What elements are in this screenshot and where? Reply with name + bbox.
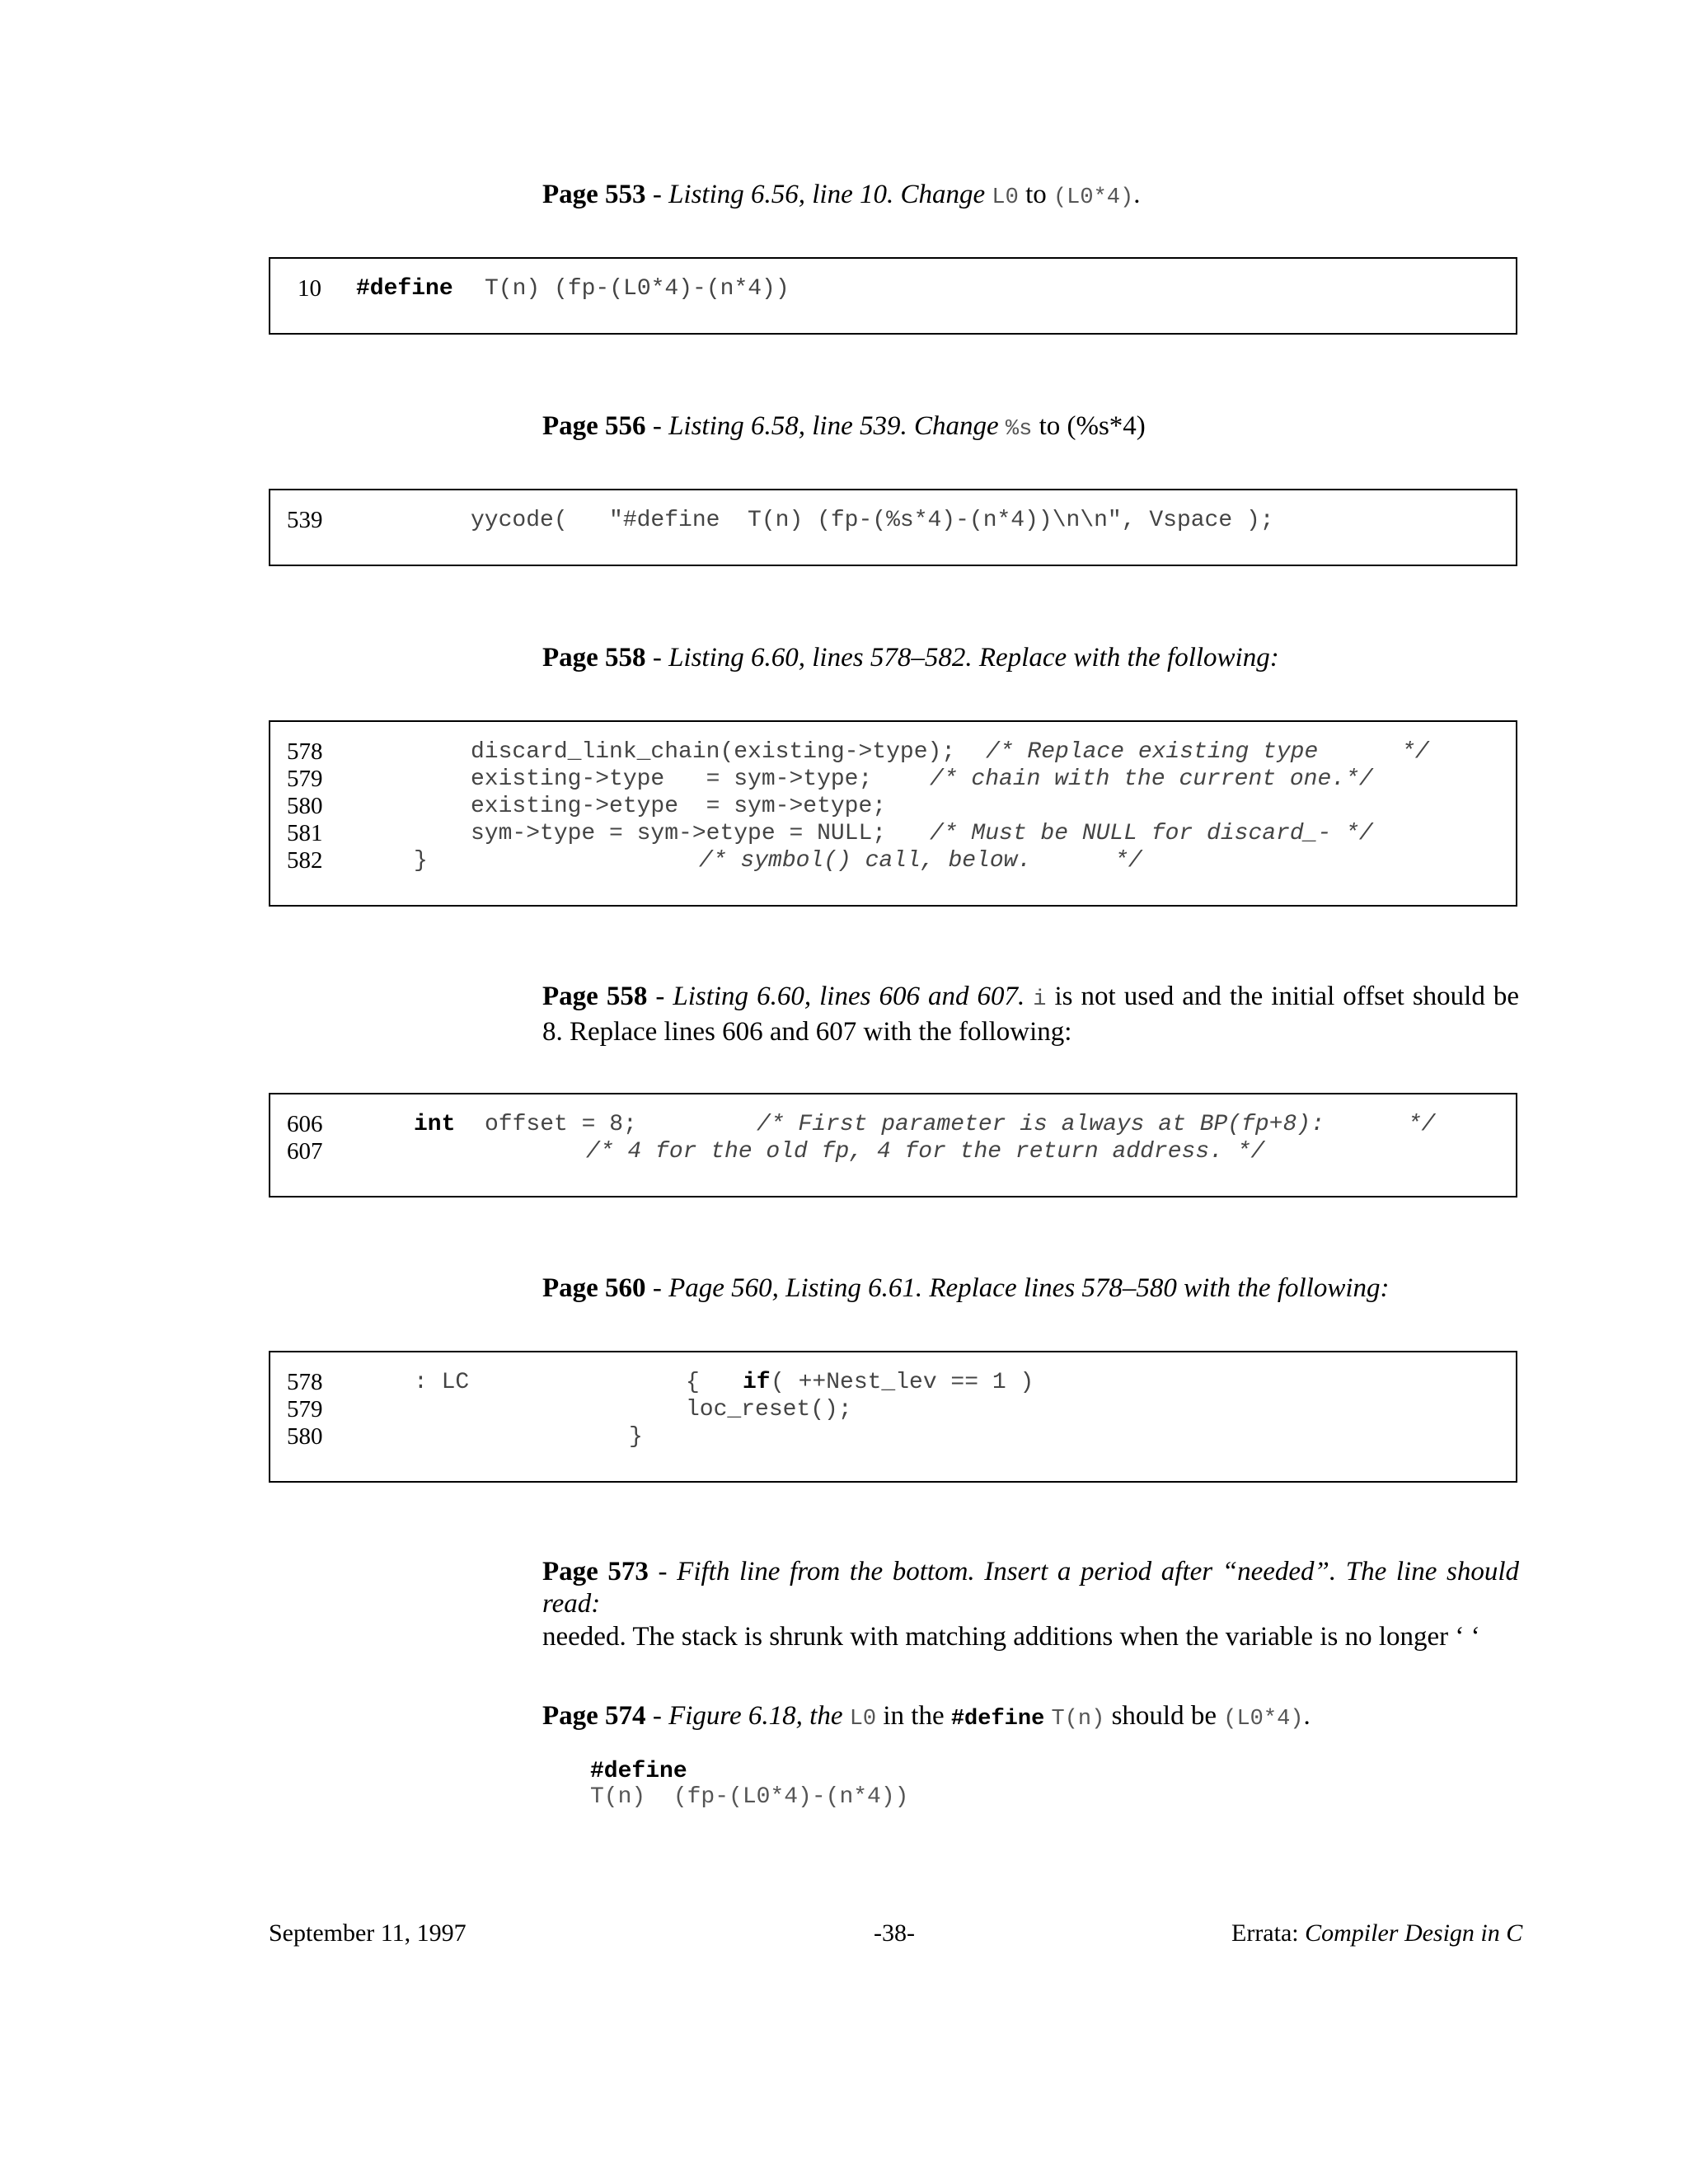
code-comment: /* symbol() call, below. */	[699, 848, 1142, 874]
page-ref: Page 558	[542, 643, 646, 673]
inline-code: (L0*4)	[1223, 1707, 1304, 1732]
code-comment: /* Replace existing type */	[986, 739, 1429, 765]
section-heading-558-a: Page 558 - Listing 6.60, lines 578–582. Replace with the following:	[542, 643, 1279, 673]
code-box-listing-6-61	[269, 1351, 1517, 1483]
code-box-listing-6-58	[269, 489, 1517, 566]
code-box-listing-6-60-b	[269, 1093, 1517, 1197]
line-number: 579	[287, 766, 323, 792]
code-line: existing->type = sym->type;	[471, 766, 900, 792]
code-comment: /* 4 for the old fp, 4 for the return address. */	[586, 1139, 1265, 1165]
page-ref: Page 556	[542, 411, 646, 441]
code-line: discard_link_chain(existing->type);	[471, 739, 956, 765]
code-comment: /* Must be NULL for discard_- */	[930, 821, 1373, 846]
line-number: 10	[298, 275, 321, 302]
section-heading-558-b: Page 558 - Listing 6.60, lines 606 and 607. i is not used and the initial offset should be 8. Replace lines 606 and 607 with the following:	[542, 982, 1520, 1047]
line-number: 580	[287, 793, 323, 819]
code-keyword: int	[414, 1112, 456, 1137]
quoted-line: needed. The stack is shrunk with matching additions when the variable is no longer ‘ ‘	[542, 1622, 1480, 1652]
code-comment: /* chain with the current one.*/	[930, 766, 1373, 792]
inline-code: L0	[849, 1707, 877, 1732]
inline-code: L0	[992, 185, 1019, 210]
code-line: T(n) (fp-(L0*4)-(n*4))	[590, 1784, 909, 1810]
page-ref: Page 574	[542, 1701, 646, 1731]
code-line: }	[414, 848, 428, 874]
page-ref: Page 560	[542, 1273, 646, 1303]
final-code-line	[584, 1744, 908, 1810]
line-number: 579	[287, 1396, 323, 1422]
footer-page-number: -38-	[874, 1919, 915, 1947]
section-heading-573: Page 573 - Fifth line from the bottom. Insert a period after “needed”. The line should read:	[542, 1557, 1519, 1619]
inline-code: #define	[950, 1707, 1045, 1732]
code-line: existing->etype = sym->etype;	[471, 794, 887, 819]
section-heading-553: Page 553 - Listing 6.56, line 10. Change L0 to (L0*4).	[542, 180, 1141, 210]
section-heading-560: Page 560 - Page 560, Listing 6.61. Replace lines 578–580 with the following:	[542, 1273, 1390, 1303]
inline-code: i	[1033, 987, 1047, 1012]
code-line: : LC	[414, 1370, 470, 1395]
code-line: }	[629, 1424, 643, 1450]
code-line: T(n) (fp-(L0*4)-(n*4))	[485, 276, 790, 302]
inline-code: (L0*4)	[1053, 185, 1134, 210]
section-heading-556: Page 556 - Listing 6.58, line 539. Change %s to (%s*4)	[542, 411, 1146, 442]
line-number: 578	[287, 1369, 323, 1395]
line-number: 607	[287, 1138, 323, 1165]
inline-code: %s	[1005, 417, 1033, 442]
code-line: offset = 8;	[485, 1112, 637, 1137]
page-ref: Page 573	[542, 1557, 649, 1586]
page-ref: Page 553	[542, 180, 646, 209]
page-ref: Page 558	[542, 982, 648, 1011]
inline-code: T(n)	[1051, 1707, 1105, 1732]
code-line: loc_reset();	[686, 1397, 852, 1422]
section-heading-574: Page 574 - Figure 6.18, the L0 in the #define T(n) should be (L0*4).	[542, 1701, 1311, 1732]
footer-title: Errata: Compiler Design in C	[1231, 1919, 1523, 1947]
code-line: {	[686, 1370, 700, 1395]
code-line: ( ++Nest_lev == 1 )	[771, 1370, 1034, 1395]
code-keyword: if	[743, 1370, 771, 1395]
line-number: 580	[287, 1423, 323, 1450]
code-line: yycode( "#define T(n) (fp-(%s*4)-(n*4))\n\n", Vspace );	[471, 508, 1274, 533]
line-number: 539	[287, 507, 323, 533]
line-number: 582	[287, 847, 323, 874]
line-number: 578	[287, 738, 323, 765]
code-line: sym->type = sym->etype = NULL;	[471, 821, 900, 846]
footer-date: September 11, 1997	[269, 1919, 467, 1947]
code-box-listing-6-56	[269, 257, 1517, 335]
code-comment: /* First parameter is always at BP(fp+8): */	[757, 1112, 1436, 1137]
code-keyword: #define	[356, 276, 453, 302]
line-number: 606	[287, 1111, 323, 1137]
code-box-listing-6-60-a	[269, 720, 1517, 907]
line-number: 581	[287, 820, 323, 846]
code-keyword: #define	[590, 1759, 687, 1784]
